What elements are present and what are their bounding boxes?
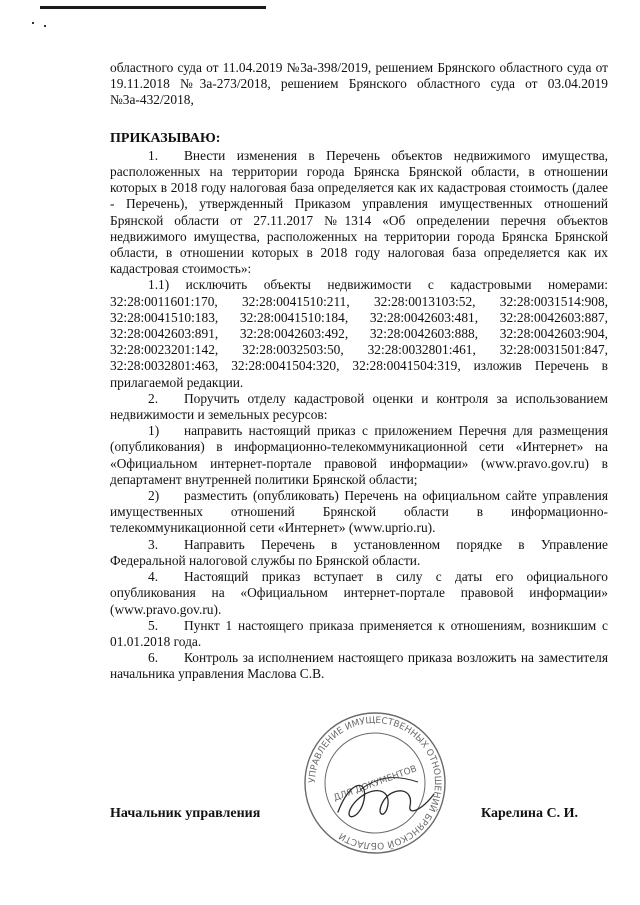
- scan-artifact-dot: [44, 25, 46, 27]
- item-number: 6.: [148, 650, 159, 666]
- item-text: Контроль за исполнением настоящего приказа возложить на заместителя начальника управления Маслова С.В.: [110, 650, 608, 682]
- item-text: Настоящий приказ вступает в силу с даты его официального опубликования на «Официальном интернет-портале правовой информации» (www.pravo.gov.ru).: [110, 569, 608, 617]
- order-heading: ПРИКАЗЫВАЮ:: [110, 130, 221, 146]
- item-number: 2): [148, 488, 160, 504]
- item-number: 1): [148, 423, 160, 439]
- handwritten-signature: [330, 770, 440, 830]
- item-text: Направить Перечень в установленном порядке в Управление Федеральной налоговой службы по Брянской области.: [110, 536, 608, 568]
- item-text: 1.1) исключить объекты недвижимости с кадастровыми номерами: 32:28:0011601:170, 32:28:0041510:211, 32:28:0013103:52, 32:28:0031514:908, 32:28:0041510:183, 32:28:0041510:184, 32:28:0042603:481, 32:28:0042603:887, 32:28:0042603:891, 32:28:0042603:492, 32:28:0042603:888, 32:28:0042603:904, 32:28:0023201:142, 32:28:0032503:50, 32:28:0032801:461, 32:28:0031501:847, 32:28:0032801:463, 32:28:0041504:320, 32:28:0041504:319, изложив Перечень в прилагаемой редакции.: [110, 277, 608, 390]
- intro-paragraph: областного суда от 11.04.2019 №3а-398/2019, решением Брянского областного суда от 19.11.2018 №3а-273/2018, решением Брянского областного суда от 03.04.2019 №3а-432/2018,: [110, 60, 608, 108]
- order-subitem-1-1: [110, 277, 608, 390]
- scan-artifact-dot: [32, 22, 34, 24]
- order-subitem-2-2: [110, 488, 608, 537]
- order-item-2: [110, 391, 608, 423]
- item-text: Внести изменения в Перечень объектов недвижимого имущества, расположенных на территории города Брянска Брянской области, в отношении которых в 2018 году налоговая база определяется как их кадастровая стоимость (далее - Перечень), утвержденный Приказом управления имущественных отношений Брянской области от 27.11.2017 №1314 «Об определении перечня объектов недвижимого имущества, расположенных на территории города Брянска Брянской области, в отношении которых в 2018 году налоговая база определяется как их кадастровая стоимость»:: [110, 147, 608, 277]
- item-text: разместить (опубликовать) Перечень на официальном сайте управления имущественных отношений Брянской области в информационно-телекоммуникационной сети «Интернет» (www.uprio.ru).: [110, 488, 608, 536]
- stamp-ring-text: УПРАВЛЕНИЕ ИМУЩЕСТВЕННЫХ ОТНОШЕНИЙ БРЯНСКОЙ ОБЛАСТИ: [307, 715, 443, 851]
- item-number: 4.: [148, 569, 159, 585]
- scan-artifact-line: [40, 6, 266, 9]
- item-number: 5.: [148, 617, 159, 633]
- document-body: [110, 60, 608, 683]
- item-text: Поручить отделу кадастровой оценки и контроля за использованием недвижимости и земельных ресурсов:: [110, 390, 608, 423]
- item-text: Пункт 1 настоящего приказа применяется к отношениям, возникшим с 01.01.2018 года.: [110, 617, 608, 649]
- order-item-4: [110, 569, 608, 618]
- order-item-1: [110, 148, 608, 278]
- item-number: 3.: [148, 536, 159, 552]
- signatory-name: Карелина С. И.: [481, 806, 578, 821]
- stamp-center-text: ДЛЯ ДОКУМЕНТОВ: [332, 764, 419, 804]
- item-number: 2.: [148, 390, 159, 406]
- order-subitem-2-1: [110, 423, 608, 488]
- order-item-5: [110, 618, 608, 650]
- order-item-3: [110, 537, 608, 569]
- signatory-role: Начальник управления: [110, 806, 261, 821]
- item-text: направить настоящий приказ с приложением Перечня для размещения (опубликования) в информационно-телекоммуникационной сети «Интернет» на «Официальном интернет-портале правовой информации» (www.pravo.gov.ru) в департамент внутренней политики Брянской области;: [110, 423, 608, 487]
- item-number: 1.: [148, 147, 159, 163]
- order-item-6: [110, 650, 608, 682]
